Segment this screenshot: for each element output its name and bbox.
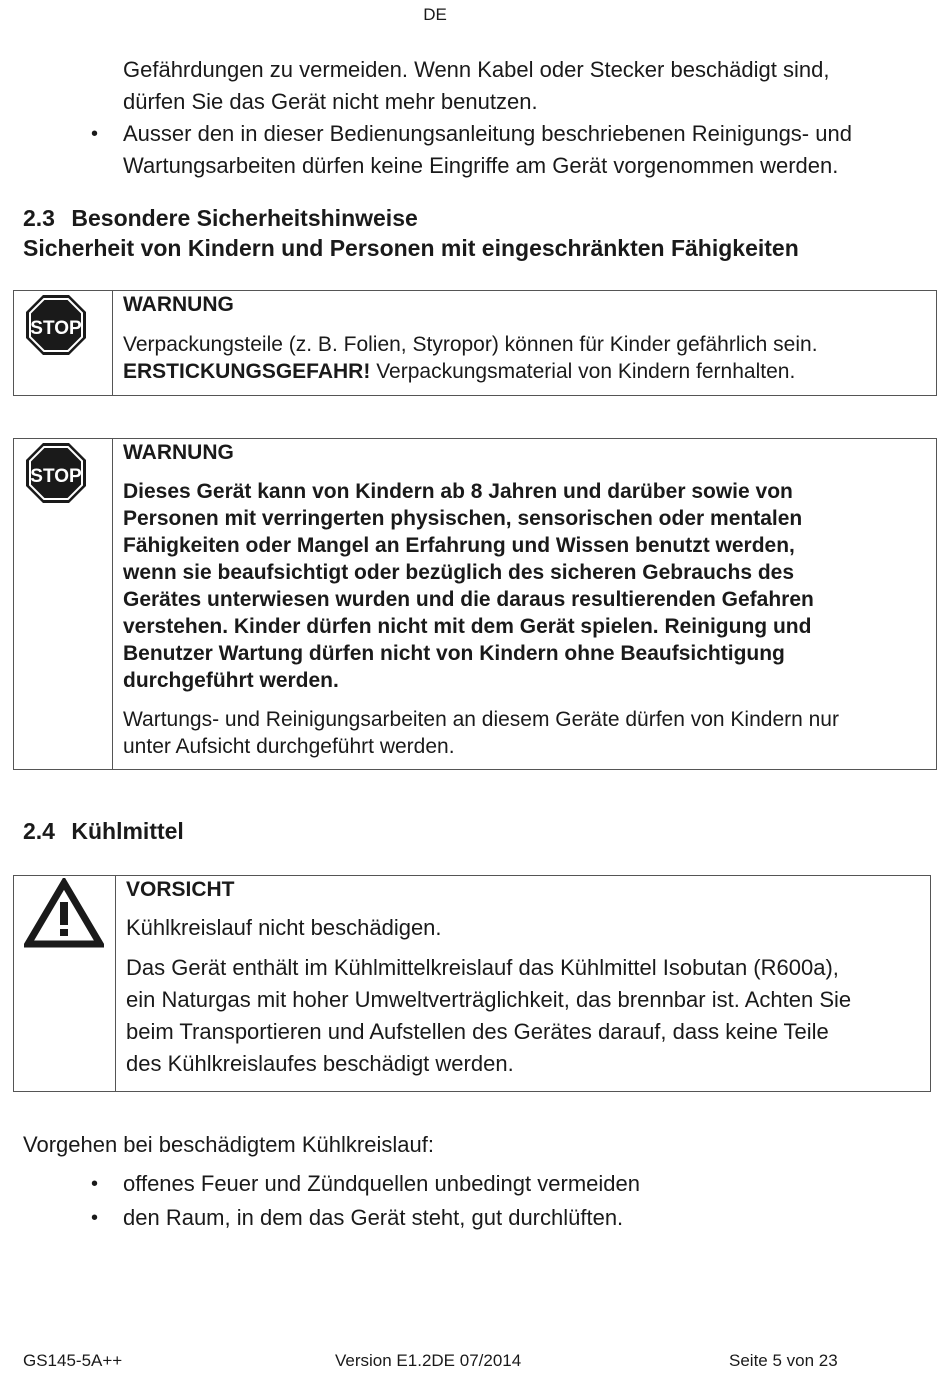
svg-text:STOP: STOP bbox=[30, 318, 82, 339]
section-2-3-subtitle: Sicherheit von Kindern und Personen mit eingeschränkten Fähigkeiten bbox=[23, 235, 799, 261]
warning-normal-line-2: unter Aufsicht durchgeführt werden. bbox=[123, 735, 455, 758]
warning-bold-line: verstehen. Kinder dürfen nicht mit dem Gerät spielen. Reinigung und bbox=[123, 615, 812, 638]
warning-label: WARNUNG bbox=[123, 441, 234, 464]
warning-bold-paragraph bbox=[123, 478, 933, 694]
warning-bold-line: durchgeführt werden. bbox=[123, 669, 339, 692]
section-2-4-heading bbox=[23, 818, 184, 845]
language-code: DE bbox=[423, 5, 447, 24]
warning-normal-line-1: Wartungs- und Reinigungsarbeiten an diesem Geräte dürfen von Kindern nur bbox=[123, 708, 839, 731]
warning-bold-line: wenn sie beaufsichtigt oder bezüglich des sicheren Gebrauchs des bbox=[123, 561, 795, 584]
footer-version: Version E1.2DE 07/2014 bbox=[335, 1351, 522, 1370]
warning-bold-line: Benutzer Wartung dürfen nicht von Kindern ohne Beaufsichtigung bbox=[123, 642, 785, 665]
caution-line-1: Kühlkreislauf nicht beschädigen. bbox=[126, 915, 442, 940]
box-divider bbox=[112, 291, 113, 395]
intro-bullet-line-1: • Ausser den in dieser Bedienungsanleitung beschriebenen Reinigungs- und bbox=[123, 121, 852, 146]
warning-label: WARNUNG bbox=[123, 293, 234, 316]
section-2-4-title: Kühlmittel bbox=[71, 818, 184, 844]
warning-box-children bbox=[13, 438, 937, 770]
caution-paragraph-line: des Kühlkreislaufes beschädigt werden. bbox=[126, 1051, 514, 1076]
warning-bold-line: Dieses Gerät kann von Kindern ab 8 Jahren und darüber sowie von bbox=[123, 480, 793, 503]
warning-text-line-1: Verpackungsteile (z. B. Folien, Styropor) können für Kinder gefährlich sein. bbox=[123, 333, 818, 356]
caution-paragraph-line: ein Naturgas mit hoher Umweltverträglichkeit, das brennbar ist. Achten Sie bbox=[126, 987, 852, 1012]
caution-paragraph-line: beim Transportieren und Aufstellen des Gerätes darauf, dass keine Teile bbox=[126, 1019, 829, 1044]
stop-sign-icon bbox=[24, 293, 88, 357]
section-2-3-number: 2.3 bbox=[23, 205, 55, 231]
warning-text-line-2 bbox=[123, 358, 933, 385]
caution-label: VORSICHT bbox=[126, 878, 235, 901]
warning-text bbox=[123, 331, 933, 385]
warning-bold-line: Fähigkeiten oder Mangel an Erfahrung und Wissen benutzt werden, bbox=[123, 534, 795, 557]
box-divider bbox=[112, 439, 113, 769]
intro-bullet-line-2: Wartungsarbeiten dürfen keine Eingriffe am Gerät vorgenommen werden. bbox=[123, 153, 839, 178]
procedure-item: • den Raum, in dem das Gerät steht, gut durchlüften. bbox=[123, 1202, 943, 1234]
stop-sign-icon bbox=[24, 441, 88, 505]
caution-paragraph bbox=[126, 952, 926, 1080]
warning-bold-line: Gerätes unterwiesen wurden und die daraus resultierenden Gefahren bbox=[123, 588, 814, 611]
procedure-item: • offenes Feuer und Zündquellen unbedingt vermeiden bbox=[123, 1168, 943, 1200]
footer-model: GS145-5A++ bbox=[23, 1351, 123, 1370]
warning-box-packaging bbox=[13, 290, 937, 396]
intro-paragraph bbox=[123, 54, 923, 118]
section-2-3-heading bbox=[23, 205, 418, 232]
footer-page-number: Seite 5 von 23 bbox=[729, 1351, 838, 1370]
section-2-4-number: 2.4 bbox=[23, 818, 55, 844]
caution-paragraph-line: Das Gerät enthält im Kühlmittelkreislauf das Kühlmittel Isobutan (R600a), bbox=[126, 955, 839, 980]
section-2-3-title: Besondere Sicherheitshinweise bbox=[71, 205, 418, 231]
intro-line-1: Gefährdungen zu vermeiden. Wenn Kabel oder Stecker beschädigt sind, bbox=[123, 57, 830, 82]
intro-bullet-item bbox=[123, 118, 943, 182]
warning-triangle-icon bbox=[24, 878, 104, 948]
intro-line-2: dürfen Sie das Gerät nicht mehr benutzen. bbox=[123, 89, 538, 114]
warning-bold-line: Personen mit verringerten physischen, sensorischen oder mentalen bbox=[123, 507, 803, 530]
box-divider bbox=[115, 876, 116, 1091]
procedure-heading: Vorgehen bei beschädigtem Kühlkreislauf: bbox=[23, 1132, 434, 1157]
suffocation-hazard-emphasis: ERSTICKUNGSGEFAHR! bbox=[123, 360, 371, 383]
svg-text:STOP: STOP bbox=[30, 466, 82, 487]
warning-normal-paragraph bbox=[123, 706, 933, 760]
caution-box-refrigerant bbox=[13, 875, 931, 1092]
warning-text-line-2-rest: Verpackungsmaterial von Kindern fernhalten. bbox=[370, 360, 796, 383]
